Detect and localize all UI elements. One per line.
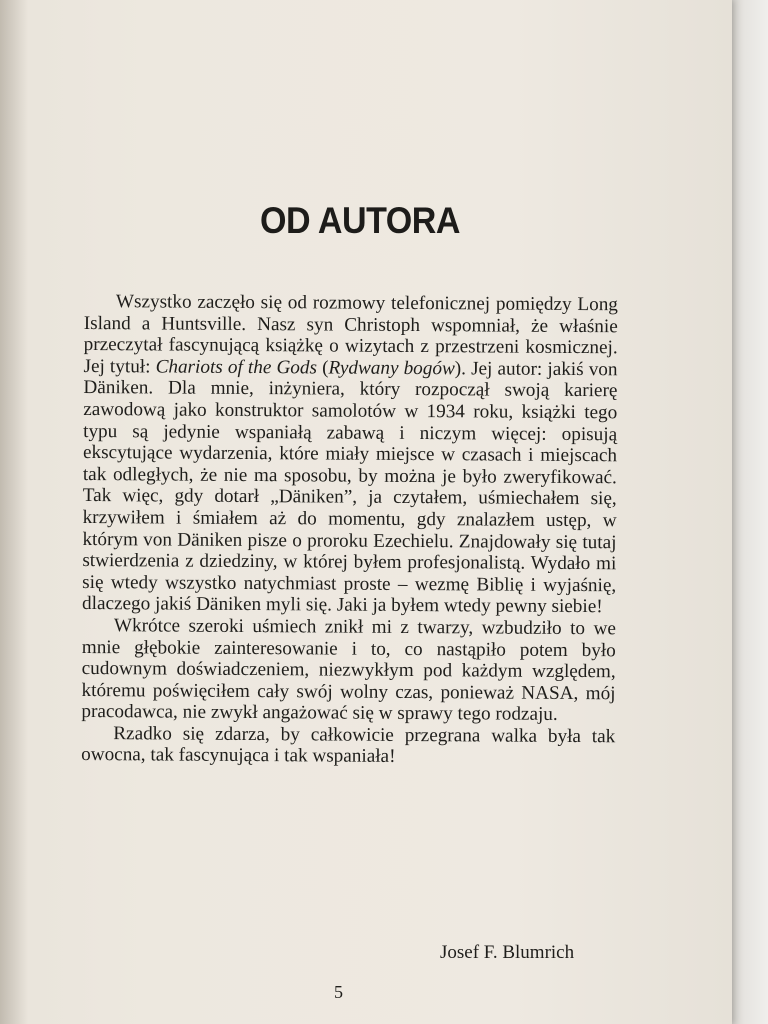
book-title-pl: Rydwany bogów <box>328 357 455 380</box>
paragraph-1 <box>82 291 618 618</box>
author-signature: Josef F. Blumrich <box>440 942 575 963</box>
paragraph-3: Rzadko się zdarza, by całkowicie przegrana walka była tak owocna, tak fascynująca i tak wspaniała! <box>81 723 616 768</box>
paragraph-1-part-3: ). Jej autor: jakiś von Däniken. Dla mnie, inżyniera, który rozpoczął swoją karierę zawodową jako konstruktor samolotów w 1934 roku, książki tego typu są jedynie wspaniałą zabawą i niczym więcej: opisują ekscytujące wydarzenia, które miały miejsce w czasach i miejscach tak odległych, że nie ma sposobu, by można je było zweryfikować. Tak więc, gdy dotarł „Däniken”, ja czytałem, uśmiechałem się, krzywiłem i śmiałem aż do momentu, gdy znalazłem ustęp, w którym von Däniken pisze o proroku Ezechielu. Znajdowały się tutaj stwierdzenia z dziedziny, w której byłem profesjonalistą. Wydało mi się wtedy wszystko natychmiast proste – wezmę Biblię i wyjaśnię, dlaczego jakiś Däniken myli się. Jaki ja byłem wtedy pewny siebie! <box>82 358 618 618</box>
spine-shadow <box>0 0 28 1024</box>
paragraph-1-part-2: ( <box>316 357 329 379</box>
page-number: 5 <box>334 982 343 1002</box>
paragraph-2: Wkrótce szeroki uśmiech znikł mi z twarzy, wzbudziło to we mnie głębokie zainteresowanie i to, co nastąpiło potem było cudownym doświadczeniem, niezwykłym pod każdym względem, któremu poświęciłem cały swój wolny czas, ponieważ NASA, mój pracodawca, nie zwykł angażować się w sprawy tego rodzaju. <box>81 615 617 726</box>
paragraph-1-part-1: Wszystko zaczęło się od rozmowy telefonicznej pomiędzy Long Island a Huntsville. Nasz syn Christoph wspomniał, że właśnie przeczytał fascynującą książkę o wizytach z przestrzeni kosmicznej. Jej tytuł: <box>83 291 618 378</box>
body-text <box>81 291 618 769</box>
chapter-title: OD AUTORA <box>259 200 461 241</box>
next-page-edge <box>728 0 768 1024</box>
book-title-en: Chariots of the Gods <box>155 356 318 379</box>
